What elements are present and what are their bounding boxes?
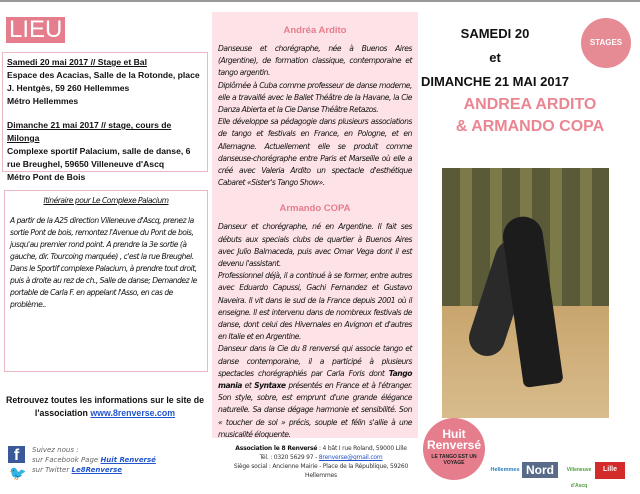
saturday-heading: Samedi 20 mai 2017 // Stage et Bal (7, 57, 147, 67)
saturday-metro: Métro Hellemmes (7, 96, 79, 106)
itinerary-text: A partir de la A25 direction Villeneuve d'Ascq, prenez la sortie Pont de bois, remontez l'Avenue du Pont de bois, jusqu'au premier rond point. A prendre la 3e sortie (à gauche, dir. Tourcoing marquée) , c'est la rue Breughel. Dans le Sportif complexe Palacium, à prendre tout droit, puis à droite au rez de ch., Salle de danse; Demandez le portable de Carla F. en appelant l'Asso, en cas de problème.. (10, 216, 197, 309)
facebook-link[interactable]: Huit Renversé (100, 456, 156, 464)
website-link[interactable]: www.8renverse.com (90, 408, 176, 418)
bio-panel: Andréa Ardito Danseuse et chorégraphe, née à Buenos Aires (Argentine), de formation classique, contemporaine et tango argentin. Diplômée à Cuba comme professeur de danse moderne, elle a travaillé avec le Ballet Théâtre de la Havane, la Cie Danza Abierta et la Cie Danse Théâtre Retazos. Elle développe sa pédagogie dans plusieurs associations de tango et festivals en France, en Pologne, et en Allemagne. Actuellement elle se produit comme danseuse-chorégraphe entre Paris et Marseille où elle a créé avec Valeria Ardito un spectacle d'esthétique Cabaret «Sister's Tango Show». Armando COPA Danseur et chorégraphe, né en Argentine. Il fait ses débuts aux specials clubs de quartier à Buenos Aires avec Julio Balmaceda, puis avec Omar Vega dont il est devenu l'assistant. Professionnel déjà, il a continué à se former, entre autres avec Eduardo Capussi, Gachi Fernandez et Gustavo Naveira. Il vit dans le sud de la France depuis 2001 où il enseigne. Il est intervenu dans de nombreux festivals de danse, dont celui des Hivernales en Avignon et d'autres en Italie et en Argentine. Danseur dans la Cie du 8 renversé qui associe tango et danse contemporaine, il a participé à plusieurs spectacles chorégraphiés par Carla Foris dont Tango mania et Syntaxe présentés en France et à l'étranger. Son style, sobre, est emprunt d'une grande élégance naturelle. Sa danse dégage harmonie et sensibilité. Son « toucher de sol » précis, souple et félin s'allie à une musicalité éloquente. (212, 12, 418, 438)
sunday-address: Complexe sportif Palacium, salle de danse, 6 rue Breughel, 59650 Villeneuve d'Ascq (7, 146, 191, 169)
itinerary-box (4, 190, 208, 372)
villeneuve-logo: Villeneuve d'Ascq (566, 467, 592, 489)
andrea-name: Andréa Ardito (283, 25, 347, 36)
hellemmes-logo: Hellemmes (490, 467, 520, 473)
armando-name: Armando COPA (279, 203, 351, 215)
website-notice: Retrouvez toutes les informations sur le site de l'association www.8renverse.com (6, 395, 204, 418)
huit-renverse-logo: Huit Renversé LE TANGO EST UN VOYAGE (423, 418, 485, 480)
itinerary-title: Itinéraire pour Le Complexe Palacium (43, 196, 169, 205)
saturday-address: Espace des Acacias, Salle de la Rotonde, place J. Hentgès, 59 260 Hellemmes (7, 70, 200, 93)
nord-logo: Nord (522, 462, 558, 478)
stages-badge: STAGES (581, 18, 631, 68)
artist-names: ANDREA ARDITO & ARMANDO COPA (455, 96, 605, 135)
twitter-icon[interactable]: 🐦 (9, 466, 27, 482)
sunday-heading: Dimanche 21 mai 2017 // stage, cours de Milonga (7, 120, 172, 143)
lille-logo: Lille (595, 462, 625, 479)
association-info: Association le 8 Renversé : 4 bât I rue Roland, 59000 Lille Tél. : 0320 5629 97 - 8renverse@gmail.com Siège social : Ancienne Mairie - Place de la République, 59260 Hellemmes (233, 445, 409, 479)
sunday-metro: Métro Pont de Bois (7, 172, 86, 182)
twitter-link[interactable]: Le8Renverse (71, 466, 123, 474)
lieu-title: LIEU (6, 17, 65, 43)
facebook-icon[interactable]: f (8, 446, 25, 463)
top-rule (0, 0, 640, 2)
email-link[interactable]: 8renverse@gmail.com (318, 454, 383, 461)
venue-box (2, 52, 208, 182)
event-dates: SAMEDI 20 et DIMANCHE 21 MAI 2017 (420, 26, 570, 89)
dancers-photo (442, 168, 609, 418)
